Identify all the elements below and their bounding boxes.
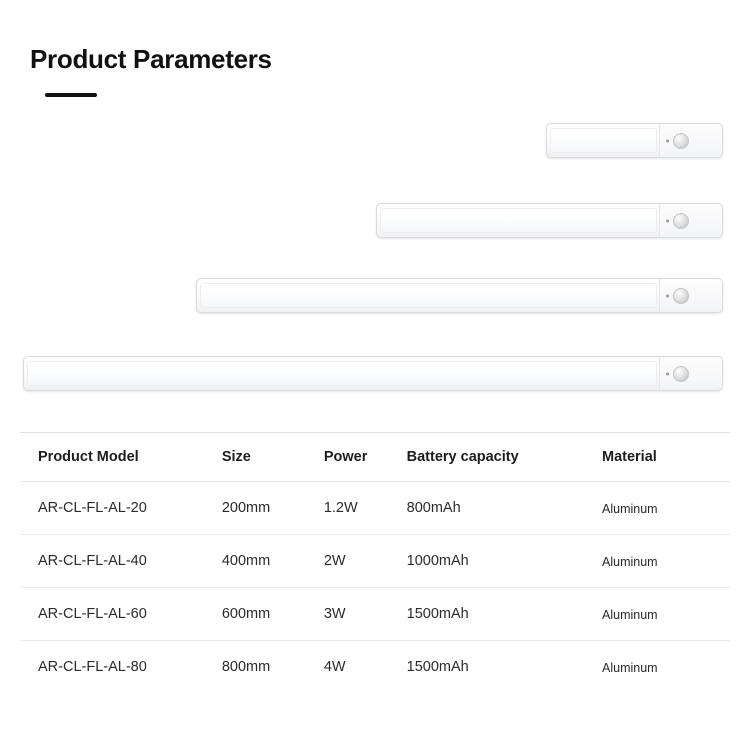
product-bar-200mm — [546, 123, 723, 158]
sensor-lens-icon — [673, 288, 689, 304]
cell-size: 800mm — [221, 659, 271, 675]
cell-power: 4W — [323, 659, 346, 675]
cell-model: AR-CL-FL-AL-40 — [20, 535, 222, 588]
indicator-dot — [666, 372, 669, 375]
page-title: Product Parameters — [30, 44, 272, 75]
cell-model: AR-CL-FL-AL-20 — [20, 482, 222, 535]
cell-material: Aluminum — [602, 482, 730, 535]
column-header-material: Material — [602, 433, 730, 482]
light-panel — [200, 283, 657, 308]
cell-size: 200mm — [222, 482, 324, 535]
light-panel — [27, 361, 657, 386]
table-row — [20, 482, 730, 535]
cell-power: 2W — [324, 535, 407, 588]
column-header-battery: Battery capacity — [407, 433, 602, 482]
indicator-dot — [666, 139, 669, 142]
cell-battery: 1000mAh — [407, 535, 602, 588]
cell-material: Aluminum — [602, 588, 730, 641]
cell-material: Aluminum — [602, 661, 658, 675]
table-row — [20, 588, 730, 641]
product-bar-600mm — [196, 278, 723, 313]
light-panel — [550, 128, 657, 153]
sensor-lens-icon — [673, 366, 689, 382]
table-header-row — [20, 433, 730, 482]
table-row — [20, 535, 730, 588]
indicator-dot — [666, 294, 669, 297]
cell-power: 1.2W — [324, 482, 407, 535]
table-row — [20, 641, 730, 694]
cell-battery: 800mAh — [407, 482, 602, 535]
cell-power: 3W — [324, 588, 407, 641]
cell-battery: 1500mAh — [407, 588, 602, 641]
cell-material: Aluminum — [602, 535, 730, 588]
cell-size: 600mm — [222, 588, 324, 641]
sensor-lens-icon — [673, 133, 689, 149]
cell-battery: 1500mAh — [406, 659, 469, 675]
sensor-lens-icon — [673, 213, 689, 229]
product-bar-800mm — [23, 356, 723, 391]
column-header-model: Product Model — [20, 433, 222, 482]
column-header-power: Power — [324, 433, 407, 482]
cell-size: 400mm — [222, 535, 324, 588]
cell-model: AR-CL-FL-AL-60 — [20, 588, 222, 641]
product-bar-400mm — [376, 203, 723, 238]
parameters-table — [20, 432, 730, 693]
column-header-size: Size — [222, 433, 324, 482]
product-image-group — [0, 118, 750, 408]
indicator-dot — [666, 219, 669, 222]
cell-model: AR-CL-FL-AL-80 — [38, 659, 147, 675]
light-panel — [380, 208, 657, 233]
title-underline-decoration — [45, 93, 97, 97]
parameters-table-wrapper — [20, 432, 730, 693]
